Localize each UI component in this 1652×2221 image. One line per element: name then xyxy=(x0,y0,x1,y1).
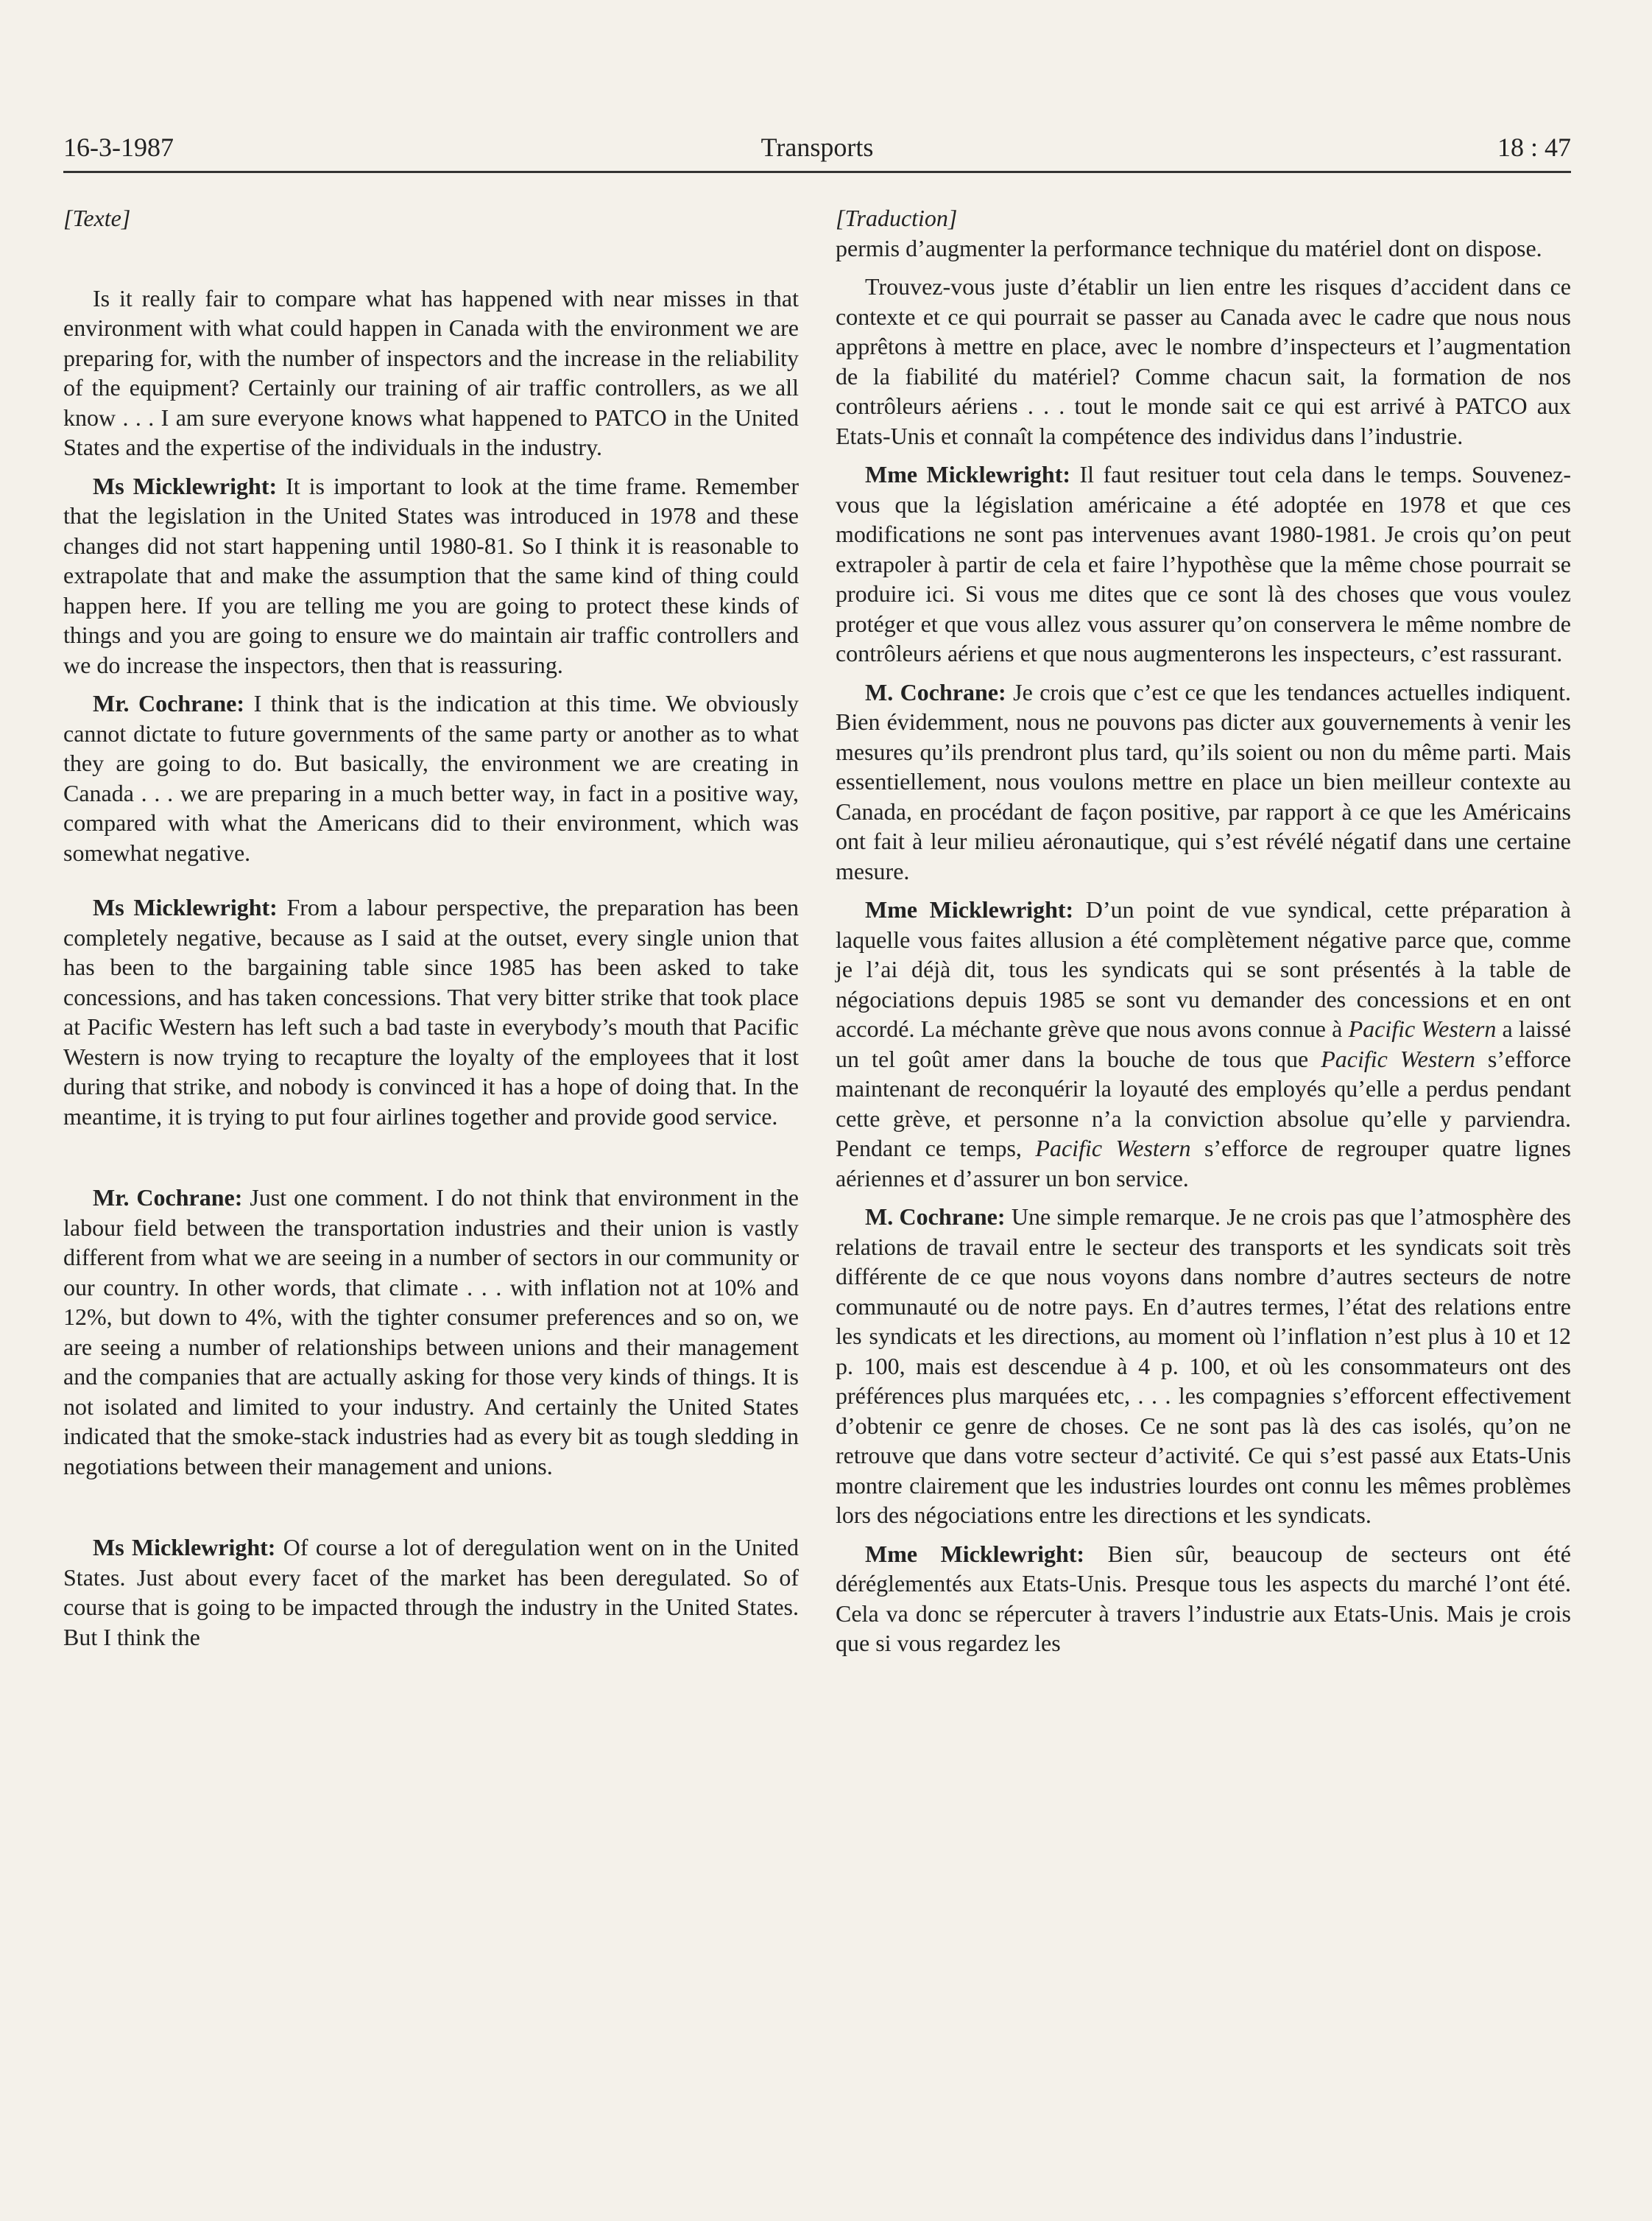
speaker-name: Mme Micklewright: xyxy=(865,1540,1085,1567)
speaker-name: Ms Micklewright: xyxy=(93,1534,276,1560)
company-name: Pacific Western xyxy=(1348,1016,1497,1042)
english-column xyxy=(63,203,799,1652)
paragraph xyxy=(836,1539,1571,1658)
speaker-name: Mr. Cochrane: xyxy=(93,1184,243,1211)
paragraph xyxy=(836,895,1571,1193)
paragraph-text: Il faut resituer tout cela dans le temps. Souvenez-vous que la législation américaine a été adoptée en 1978 et que ces modifications ne sont pas intervenues avant 1980-1981. Je crois qu’on peut extrapoler à partir de cela et faire l’hypothèse que la même chose pourrait se produire ici. Si vous me dites que ce sont là des choses que vous voulez protéger et que vous allez vous assurer qu’on conservera le même nombre de contrôleurs aériens et que nous augmenterons les inspecteurs, c’est rassurant. xyxy=(836,461,1572,666)
paragraph-text: Je crois que c’est ce que les tendances actuelles indiquent. Bien évidemment, nous ne pouvons pas dicter aux gouvernements à venir les mesures qu’ils prendront plus tard, qu’ils soient ou non du même parti. Mais essentiellement, nous voulons mettre en place un bien meilleur contexte au Canada, en procédant de façon positive, par rapport à ce que les Américains ont fait à leur milieu aéronautique, qui s’est révélé négatif dans une certaine mesure. xyxy=(836,678,1572,884)
paragraph-text: Bien sûr, beaucoup de secteurs ont été déréglementés aux Etats-Unis. Presque tous les aspects du marché l’ont été. Cela va donc se répercuter à travers l’industrie aux Etats-Unis. Mais je crois que si vous regardez les xyxy=(836,1540,1572,1656)
spacer xyxy=(63,1131,799,1183)
paragraph xyxy=(63,689,799,867)
paragraph-text: It is important to look at the time frame. Remember that the legislation in the United States was introduced in 1978 and these changes did not start happening until 1980-81. So I think it is reasonable to extrapolate that and make the assumption that the same kind of thing could happen here. If you are telling me you are going to protect these kinds of things and you are going to ensure we do maintain air traffic controllers and we do increase the inspectors, then that is reassuring. xyxy=(63,472,799,678)
paragraph xyxy=(836,233,1571,264)
french-column xyxy=(836,203,1571,1658)
spacer xyxy=(836,1530,1571,1539)
header-title: Transports xyxy=(760,133,874,162)
paragraph-text: s’efforce maintenant de reconquérir la loyauté des employés qu’elle a perdus pendant cette grève, et personne n’a la conviction absolue qu’elle y parviendra. Pendant ce temps, xyxy=(836,1045,1572,1161)
spacer xyxy=(836,263,1571,272)
paragraph-text: From a labour perspective, the preparation has been completely negative, because as I said at the outset, every single union that has been to the bargaining table since 1985 has been asked to take concessions, and has taken concessions. That very bitter strike that took place at Pacific Western has left such a bad taste in everybody’s mouth that Pacific Western is now trying to recapture the loyalty of the employees that it lost during that strike, and nobody is convinced it has a hope of doing that. In the meantime, it is trying to put four airlines together and provide good service. xyxy=(63,894,799,1130)
paragraph xyxy=(836,272,1571,451)
company-name: Pacific Western xyxy=(1321,1045,1475,1072)
speaker-name: M. Cochrane: xyxy=(865,678,1006,705)
paragraph xyxy=(836,460,1571,669)
paragraph-text: permis d’augmenter la performance technique du matériel dont on dispose. xyxy=(836,234,1542,261)
spacer xyxy=(63,1481,799,1532)
spacer xyxy=(63,462,799,471)
speaker-name: Mr. Cochrane: xyxy=(93,690,245,717)
paragraph-text: D’un point de vue syndical, cette préparation à laquelle vous faites allusion a été complètement négative parce que, comme je l’ai déjà dit, tous les syndicats qui se sont présentés à la table de négociations depuis 1985 se sont vu demander des concessions et en ont accordé. La méchante grève que nous avons connue à xyxy=(836,896,1572,1042)
speaker-name: Ms Micklewright: xyxy=(93,894,278,921)
paragraph xyxy=(836,677,1571,887)
paragraph-text: a laissé un tel goût amer dans la bouche de tous que xyxy=(836,1016,1572,1072)
speaker-name: Ms Micklewright: xyxy=(93,472,278,499)
spacer xyxy=(63,680,799,689)
paragraph-text: Of course a lot of deregulation went on in the United States. Just about every facet of the market has been deregulated. So of course that is going to be impacted through the industry in the United States. But I think the xyxy=(63,1534,799,1650)
company-name: Pacific Western xyxy=(1035,1135,1191,1161)
paragraph-text: Trouvez-vous juste d’établir un lien entre les risques d’accident dans ce contexte et ce qui pourrait se passer au Canada avec le cadre que nous nous apprêtons à mettre en place, avec le nombre d’inspecteurs et l’augmentation de la fiabilité du matériel? Comme chacun sait, la formation de nos contrôleurs aériens . . . tout le monde sait ce qui est arrivé à PATCO aux Etats-Unis et connaît la compétence des individus dans l’industrie. xyxy=(836,273,1571,449)
spacer xyxy=(836,1193,1571,1202)
spacer xyxy=(63,233,799,284)
paragraph xyxy=(63,1532,799,1652)
paragraph-text: Is it really fair to compare what has happened with near misses in that environment with what could happen in Canada with the environment we are preparing for, with the number of inspectors and the increase in the reliability of the equipment? Certainly our training of air traffic controllers, as we all know . . . I am sure everyone knows what happened to PATCO in the United States and the expertise of the individuals in the industry. xyxy=(63,284,799,460)
page-header xyxy=(63,130,1571,174)
spacer xyxy=(63,867,799,893)
paragraph xyxy=(836,1202,1571,1530)
speaker-name: Mme Micklewright: xyxy=(865,896,1074,923)
paragraph-text: I think that is the indication at this time. We obviously cannot dictate to future governments of the same party or another as to what they are going to do. But basically, the environment we are creating in Canada . . . we are preparing in a much better way, in fact in a positive way, compared with what the Americans did to their environment, which was somewhat negative. xyxy=(63,690,799,866)
header-date: 16-3-1987 xyxy=(63,133,174,162)
paragraph-text: Une simple remarque. Je ne crois pas que l’atmosphère des relations de travail entre le secteur des transports et les syndicats soit très différente de ce que nous voyons dans nombre d’autres secteurs de notre communauté ou de notre pays. En d’autres termes, l’état des relations entre les syndicats et les directions, au moment où l’inflation n’est plus à 10 et 12 p. 100, mais est descendue à 4 p. 100, et où les consommateurs ont des préférences plus marquées etc, . . . les compagnies s’efforcent effectivement d’obtenir ce genre de choses. Ce ne sont pas là des cas isolés, qu’on ne retrouve que dans votre secteur d’activité. Ce qui s’est passé aux Etats-Unis montre clairement que les industries lourdes ont connu les mêmes problèmes lors des négociations entre les directions et les syndicats. xyxy=(836,1203,1572,1528)
spacer xyxy=(836,669,1571,677)
header-rule xyxy=(63,171,1571,173)
paragraph xyxy=(63,471,799,680)
paragraph xyxy=(63,284,799,462)
spacer xyxy=(836,451,1571,460)
paragraph-text: Just one comment. I do not think that environment in the labour field between the transportation industries and their union is vastly different from what we are seeing in a number of sectors in our community or our country. In other words, that climate . . . with inflation not at 10% and 12%, but down to 4%, with the tighter consumer preferences and so on, we are seeing a number of relationships between unions and their management and the companies that are actually asking for those very kinds of things. It is not isolated and limited to your industry. And certainly the United States indicated that the smoke-stack industries had as every bit as tough sledding in negotiations between their management and unions. xyxy=(63,1184,799,1479)
speaker-name: Mme Micklewright: xyxy=(865,461,1071,488)
paragraph-text: s’efforce de regrouper quatre lignes aériennes et d’assurer un bon service. xyxy=(836,1135,1572,1192)
paragraph xyxy=(63,893,799,1131)
paragraph xyxy=(63,1183,799,1481)
header-page-number: 18 : 47 xyxy=(1497,133,1571,162)
speaker-name: M. Cochrane: xyxy=(865,1203,1006,1230)
spacer xyxy=(836,886,1571,895)
column-tag-texte: [Texte] xyxy=(63,205,131,231)
column-tag-traduction: [Traduction] xyxy=(836,205,958,231)
